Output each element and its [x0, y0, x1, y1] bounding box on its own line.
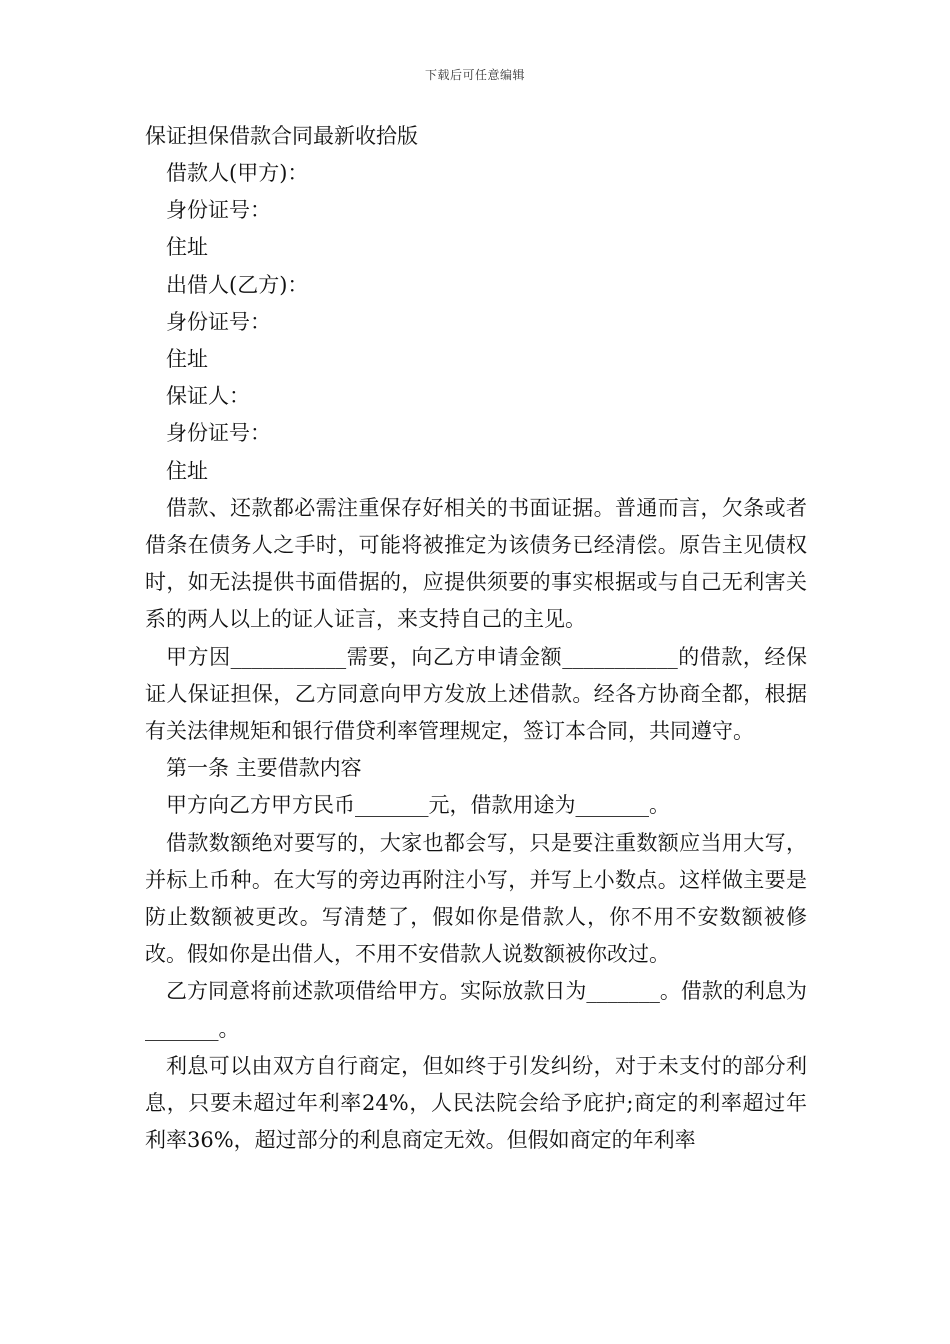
document-title: 保证担保借款合同最新收拾版: [145, 124, 418, 148]
borrower-id-label: 身份证号：: [166, 198, 271, 223]
guarantor-address-label: 住址: [166, 458, 208, 483]
guarantor-id-label: 身份证号：: [166, 421, 271, 446]
disbursement-paragraph: 乙方同意将前述款项借给甲方。实际放款日为_______。借款的利息为_______。: [145, 979, 807, 1041]
document-body: [145, 118, 807, 1159]
lender-address-label: 住址: [166, 347, 208, 372]
article-one-heading: 第一条 主要借款内容: [166, 756, 362, 781]
guarantor-label: 保证人：: [166, 384, 250, 409]
loan-purpose-paragraph: 甲方因___________需要，向乙方申请金额___________的借款，经保证人保证担保，乙方同意向甲方发放上述借款。经各方协商全都，根据有关法律规矩和银行借贷利率管理规定，签订本合同，共同遵守。: [145, 644, 807, 744]
evidence-paragraph: 借款、还款都必需注重保存好相关的书面证据。普通而言，欠条或者借条在债务人之手时，可能将被推定为该债务已经清偿。原告主见债权时，如无法提供书面借据的，应提供须要的事实根据或与自己无利害关系的两人以上的证人证言，来支持自己的主见。: [145, 495, 807, 632]
amount-note-paragraph: 借款数额绝对要写的，大家也都会写，只是要注重数额应当用大写，并标上币种。在大写的旁边再附注小写，并写上小数点。这样做主要是防止数额被更改。写清楚了，假如你是借款人，你不用不安数额被修改。假如你是出借人，不用不安借款人说数额被你改过。: [145, 830, 807, 967]
borrower-address-label: 住址: [166, 235, 208, 260]
lender-id-label: 身份证号：: [166, 309, 271, 334]
interest-note-paragraph: 利息可以由双方自行商定，但如终于引发纠纷，对于未支付的部分利息，只要未超过年利率24%，人民法院会给予庇护;商定的利率超过年利率36%，超过部分的利息商定无效。但假如商定的年利率: [145, 1053, 807, 1153]
borrower-label: 借款人(甲方)：: [166, 161, 309, 185]
loan-amount-paragraph: 甲方向乙方甲方民币_______元，借款用途为_______。: [166, 793, 670, 818]
lender-label: 出借人(乙方)：: [166, 272, 309, 297]
page-header: 下载后可任意编辑: [424, 68, 525, 82]
